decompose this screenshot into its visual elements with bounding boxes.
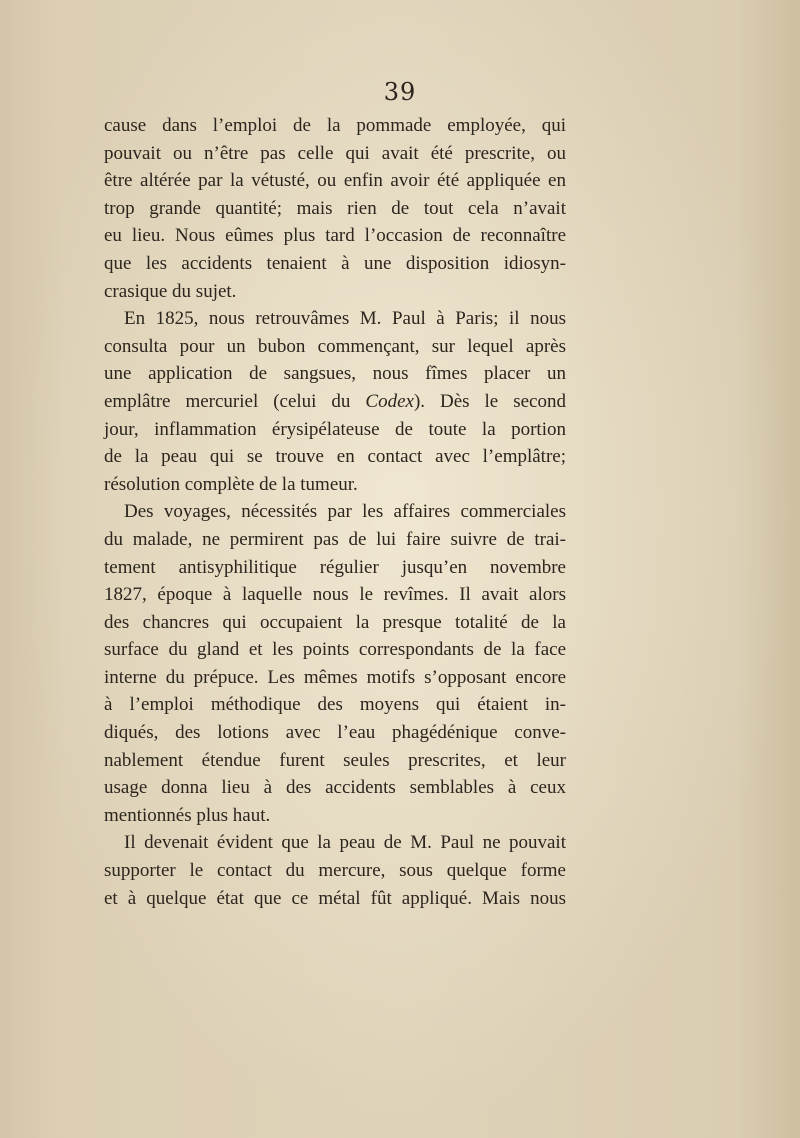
body-text xyxy=(104,112,566,912)
text-line: nablement étendue furent seules prescrites, et leur xyxy=(104,749,566,771)
paragraph-1 xyxy=(104,112,566,305)
text-line: de la peau qui se trouve en contact avec l’emplâtre; xyxy=(104,446,566,468)
text-line: jour, inflammation érysipélateuse de toute la portion xyxy=(104,418,566,440)
text-line: une application de sangsues, nous fîmes placer un xyxy=(104,363,566,385)
page-number: 39 xyxy=(383,78,417,106)
text-line: crasique du sujet. xyxy=(104,280,237,302)
text-line: résolution complète de la tumeur. xyxy=(104,473,358,495)
text-segment: ). Dès le second xyxy=(413,390,566,412)
text-line: des chancres qui occupaient la presque totalité de la xyxy=(104,611,566,633)
text-line: et à quelque état que ce métal fût appliqué. Mais nous xyxy=(104,887,566,909)
text-line: diqués, des lotions avec l’eau phagédénique conve- xyxy=(104,722,566,744)
paragraph-2 xyxy=(104,305,566,498)
text-line: que les accidents tenaient à une disposition idiosyn- xyxy=(104,252,566,274)
text-line: En 1825, nous retrouvâmes M. Paul à Paris; il nous xyxy=(124,308,566,330)
text-line: usage donna lieu à des accidents semblables à ceux xyxy=(104,777,566,799)
text-line: à l’emploi méthodique des moyens qui étaient in- xyxy=(104,694,566,716)
text-line: surface du gland et les points correspondants de la face xyxy=(104,639,566,661)
text-line: 1827, époque à laquelle nous le revîmes. Il avait alors xyxy=(104,584,566,606)
paragraph-4 xyxy=(104,829,566,912)
text-line: eu lieu. Nous eûmes plus tard l’occasion de reconnaître xyxy=(104,225,566,247)
text-line: supporter le contact du mercure, sous quelque forme xyxy=(104,860,566,882)
text-line: consulta pour un bubon commençant, sur lequel après xyxy=(104,335,566,357)
text-line: Il devenait évident que la peau de M. Paul ne pouvait xyxy=(124,832,566,854)
text-line: mentionnés plus haut. xyxy=(104,804,271,826)
text-line: trop grande quantité; mais rien de tout cela n’avait xyxy=(104,197,566,219)
text-line: tement antisyphilitique régulier jusqu’en novembre xyxy=(104,556,566,578)
text-line: Des voyages, nécessités par les affaires commerciales xyxy=(124,501,566,523)
text-line-with-italic xyxy=(104,388,566,416)
codex-italic: Codex xyxy=(365,390,414,412)
text-line: cause dans l’emploi de la pommade employée, qui xyxy=(104,115,566,136)
text-line: pouvait ou n’être pas celle qui avait été prescrite, ou xyxy=(104,142,566,164)
text-line: être altérée par la vétusté, ou enfin avoir été appliquée en xyxy=(104,170,566,192)
text-segment: emplâtre mercuriel (celui du xyxy=(104,390,366,412)
text-line: du malade, ne permirent pas de lui faire suivre de trai- xyxy=(104,528,566,550)
paragraph-3 xyxy=(104,498,566,829)
text-line: interne du prépuce. Les mêmes motifs s’opposant encore xyxy=(104,666,566,688)
